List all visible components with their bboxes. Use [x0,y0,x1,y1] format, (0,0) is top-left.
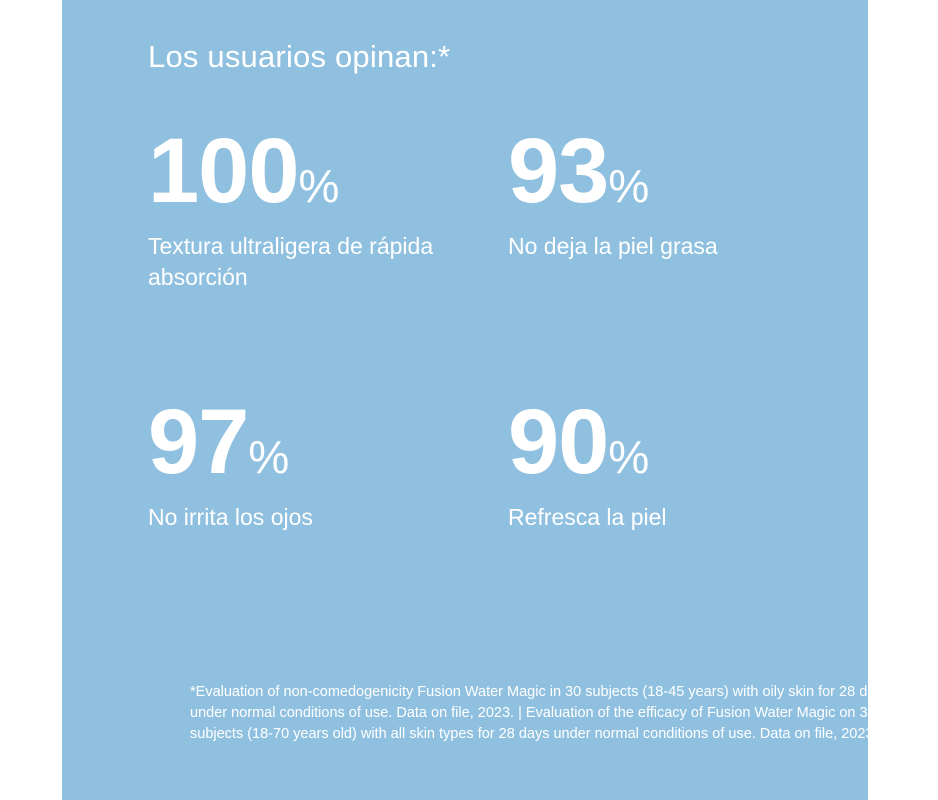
stat-value [508,120,848,222]
stat-unit: % [298,160,340,212]
stat-item [148,391,508,533]
stat-value [148,120,508,222]
stats-row-2 [148,391,848,533]
stat-label: No deja la piel grasa [508,233,718,259]
stat-number: 93 [508,120,609,222]
page-title: Los usuarios opinan:* [148,39,451,74]
stat-label: Textura ultraligera de rápida absorción [148,233,434,291]
stat-number: 90 [508,391,609,494]
stat-item [148,120,508,293]
stat-value [508,391,848,494]
stat-unit: % [608,160,650,212]
stat-value [148,391,508,494]
stat-unit: % [608,431,650,484]
stats-grid [148,120,848,533]
footnote-text: *Evaluation of non-comedogenicity Fusion Water Magic in 30 subjects (18-45 years) with oily skin for 28 days under normal conditions of use. Data on file, 2023. | Evaluation of the efficacy of Fusion Water Magic on 30 subjects (18-70 years old) with all skin types for 28 days under normal conditions of use. Data on file, 2023. [190,684,890,743]
stat-number: 97 [148,391,249,494]
stat-item [508,120,848,293]
stats-panel [62,0,890,800]
stat-label: No irrita los ojos [148,504,313,531]
stat-unit: % [248,431,290,484]
stats-row-1 [148,120,848,293]
stat-number: 100 [148,120,299,222]
stat-item [508,391,848,533]
stat-label: Refresca la piel [508,504,667,531]
